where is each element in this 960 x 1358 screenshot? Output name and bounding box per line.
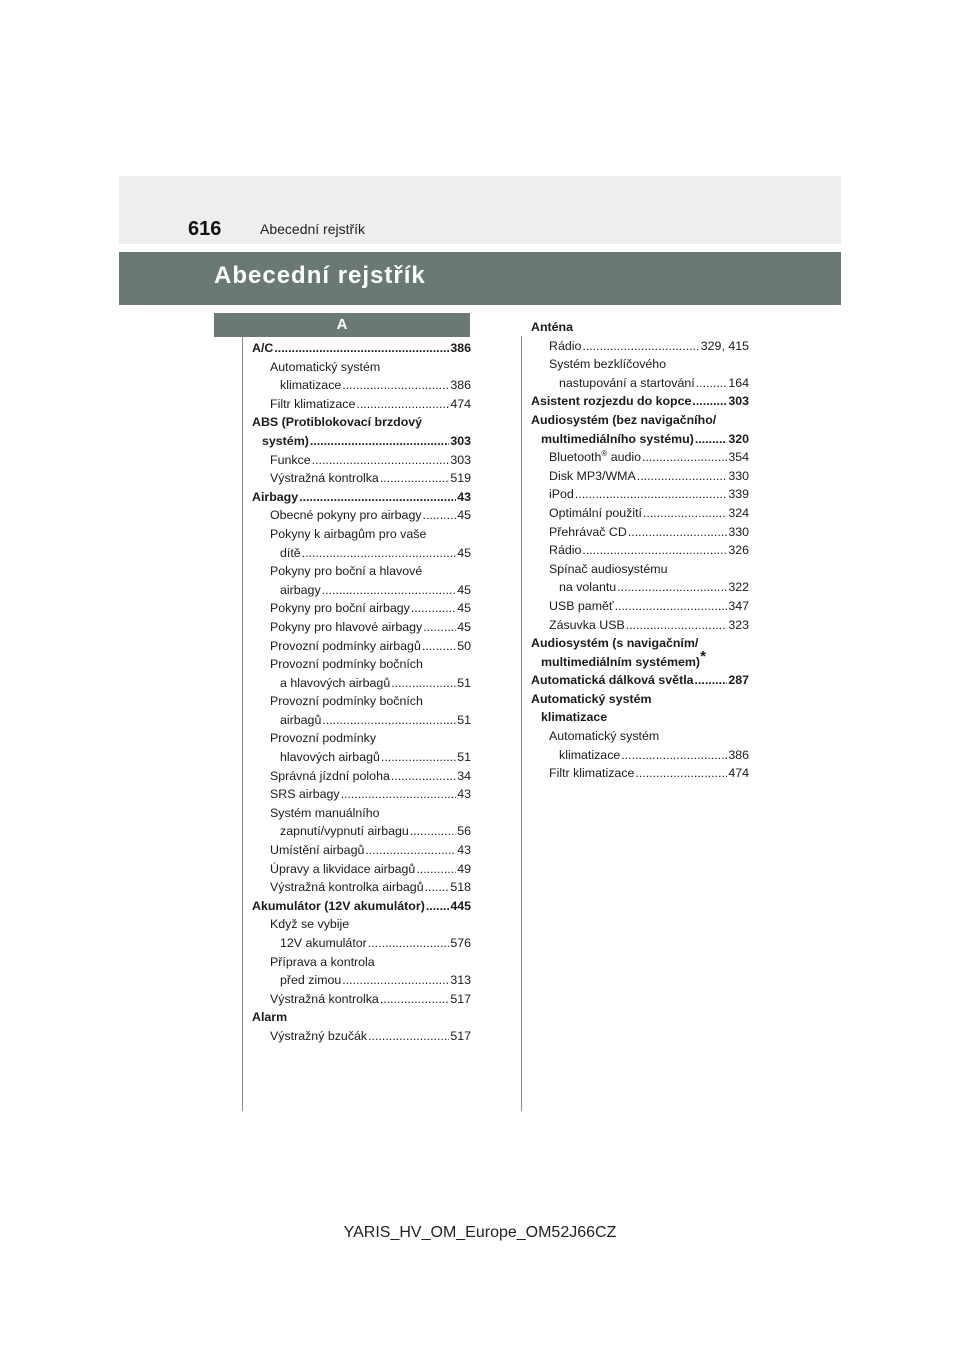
entry-term: A/C bbox=[252, 341, 274, 355]
entry-term: Úpravy a likvidace airbagů bbox=[270, 861, 416, 876]
dot-leader bbox=[274, 339, 449, 358]
page-ref: 322 bbox=[728, 580, 749, 595]
dot-leader bbox=[312, 451, 450, 470]
entry-term: Pokyny pro boční a hlavové bbox=[270, 564, 423, 579]
page-ref: 330 bbox=[728, 524, 749, 539]
index-column-right bbox=[531, 318, 749, 783]
dot-leader bbox=[381, 748, 456, 767]
dot-leader bbox=[615, 597, 728, 616]
dot-leader bbox=[368, 934, 450, 953]
dot-leader bbox=[391, 674, 456, 693]
entry-term: Výstražná kontrolka bbox=[270, 471, 379, 486]
index-entry bbox=[252, 339, 471, 358]
index-heading bbox=[252, 655, 471, 674]
index-heading bbox=[531, 727, 749, 746]
dot-leader bbox=[635, 764, 727, 783]
page-ref: 320 bbox=[728, 431, 749, 446]
index-entry bbox=[531, 337, 749, 356]
dot-leader bbox=[695, 430, 727, 449]
index-entry bbox=[531, 764, 749, 783]
entry-term: klimatizace bbox=[559, 747, 621, 762]
entry-term: Provozní podmínky bbox=[270, 731, 377, 746]
index-entry bbox=[531, 485, 749, 504]
page-ref: 386 bbox=[450, 341, 471, 355]
index-entry bbox=[531, 523, 749, 542]
page-ref: 518 bbox=[450, 880, 471, 895]
entry-term: Obecné pokyny pro airbagy bbox=[270, 508, 422, 523]
index-entry bbox=[531, 430, 749, 449]
page-ref: 517 bbox=[450, 1028, 471, 1043]
entry-term: SRS airbagy bbox=[270, 787, 340, 802]
index-heading bbox=[252, 953, 471, 972]
index-entry bbox=[252, 637, 471, 656]
entry-term: Rádio bbox=[549, 338, 582, 353]
entry-term: Spínač audiosystému bbox=[549, 561, 668, 576]
dot-leader bbox=[696, 374, 728, 393]
page-ref: 45 bbox=[457, 508, 471, 523]
dot-leader bbox=[423, 618, 456, 637]
entry-term: Když se vybije bbox=[270, 917, 350, 932]
index-entry bbox=[531, 616, 749, 635]
dot-leader bbox=[637, 467, 728, 486]
entry-term: Systém manuálního bbox=[270, 805, 380, 820]
entry-term: Optimální použití bbox=[549, 505, 642, 520]
page-ref: 576 bbox=[450, 936, 471, 950]
entry-term: systém) bbox=[262, 433, 309, 448]
entry-term: Filtr klimatizace bbox=[270, 396, 356, 411]
index-heading bbox=[531, 647, 749, 672]
index-entry bbox=[252, 376, 471, 395]
dot-leader bbox=[356, 395, 449, 414]
entry-term: Rádio bbox=[549, 543, 582, 558]
entry-term: klimatizace bbox=[541, 710, 608, 725]
dot-leader bbox=[426, 897, 449, 916]
entry-term: ABS (Protiblokovací brzdový bbox=[252, 415, 423, 430]
dot-leader bbox=[582, 541, 727, 560]
page-ref: 474 bbox=[728, 766, 749, 781]
dot-leader bbox=[423, 506, 457, 525]
column-divider-left bbox=[242, 336, 243, 1111]
index-entry bbox=[531, 671, 749, 690]
index-entry bbox=[252, 878, 471, 897]
page-ref: 445 bbox=[450, 898, 471, 913]
page-ref: 303 bbox=[728, 394, 749, 409]
entry-term: Filtr klimatizace bbox=[549, 766, 635, 781]
column-divider-right bbox=[521, 336, 522, 1111]
index-entry bbox=[252, 618, 471, 637]
entry-term: Přehrávač CD bbox=[549, 524, 627, 539]
index-entry bbox=[531, 597, 749, 616]
entry-term: Airbagy bbox=[252, 489, 299, 504]
entry-term: Disk MP3/WMA bbox=[549, 468, 636, 483]
dot-leader bbox=[425, 878, 450, 897]
index-entry bbox=[531, 374, 749, 393]
dot-leader bbox=[411, 599, 456, 618]
page-ref: 56 bbox=[457, 824, 471, 839]
dot-leader bbox=[575, 485, 728, 504]
index-entry bbox=[252, 767, 471, 786]
index-entry bbox=[531, 746, 749, 765]
index-entry bbox=[531, 504, 749, 523]
dot-leader bbox=[302, 544, 457, 563]
page-ref: 323 bbox=[728, 617, 749, 632]
dot-leader bbox=[322, 711, 456, 730]
letter-heading: A bbox=[214, 313, 470, 337]
index-heading bbox=[252, 915, 471, 934]
index-entry bbox=[252, 599, 471, 618]
entry-term: Pokyny pro boční airbagy bbox=[270, 601, 410, 616]
index-entry bbox=[252, 971, 471, 990]
page-ref: 347 bbox=[728, 598, 749, 613]
dot-leader bbox=[299, 488, 456, 507]
page-ref: 49 bbox=[457, 861, 471, 876]
index-entry bbox=[252, 674, 471, 693]
entry-term: Výstražná kontrolka bbox=[270, 991, 379, 1006]
index-heading bbox=[531, 708, 749, 727]
index-heading bbox=[252, 562, 471, 581]
entry-term: dítě bbox=[280, 545, 301, 560]
page-ref: 326 bbox=[728, 543, 749, 558]
page-ref: 51 bbox=[457, 750, 471, 765]
entry-term: USB paměť bbox=[549, 598, 614, 613]
index-entry bbox=[252, 822, 471, 841]
index-entry bbox=[252, 395, 471, 414]
dot-leader bbox=[365, 841, 456, 860]
index-entry bbox=[252, 451, 471, 470]
entry-term: Výstražná kontrolka airbagů bbox=[270, 880, 424, 895]
entry-term: Automatická dálková světla bbox=[531, 673, 694, 688]
dot-leader bbox=[342, 376, 449, 395]
entry-term: Systém bezklíčového bbox=[549, 357, 667, 372]
entry-term: Pokyny k airbagům pro vaše bbox=[270, 526, 427, 541]
index-heading bbox=[531, 355, 749, 374]
page-ref: 519 bbox=[450, 471, 471, 486]
entry-term: Provozní podmínky bočních bbox=[270, 694, 423, 709]
entry-term: Správná jízdní poloha bbox=[270, 768, 390, 783]
entry-term: Akumulátor (12V akumulátor) bbox=[252, 898, 425, 913]
entry-term: Audiosystém (bez navigačního/ bbox=[531, 412, 717, 427]
index-heading bbox=[531, 690, 749, 709]
dot-leader bbox=[391, 767, 456, 786]
entry-term: Provozní podmínky bočních bbox=[270, 657, 423, 672]
entry-term: Audiosystém (s navigačním/ bbox=[531, 636, 699, 651]
page-ref: 51 bbox=[457, 712, 471, 727]
entry-term: Provozní podmínky airbagů bbox=[270, 638, 421, 653]
entry-term: zapnutí/vypnutí airbagu bbox=[280, 824, 409, 839]
page-ref: 313 bbox=[450, 973, 471, 988]
dot-leader bbox=[416, 860, 456, 879]
entry-term: Zásuvka USB bbox=[549, 617, 625, 632]
dot-leader bbox=[368, 1027, 449, 1046]
index-heading bbox=[252, 1008, 471, 1027]
page-ref: 324 bbox=[728, 505, 749, 520]
index-entry bbox=[252, 544, 471, 563]
page-ref: 45 bbox=[457, 601, 471, 616]
dot-leader bbox=[582, 337, 699, 356]
dot-leader bbox=[322, 581, 457, 600]
entry-term: na volantu bbox=[559, 580, 617, 595]
page-ref: 303 bbox=[450, 452, 471, 467]
dot-leader bbox=[695, 671, 728, 690]
dot-leader bbox=[380, 990, 450, 1009]
page-ref: 34 bbox=[457, 768, 471, 783]
index-heading bbox=[252, 413, 471, 432]
index-entry bbox=[252, 841, 471, 860]
entry-term: airbagů bbox=[280, 712, 322, 727]
entry-term: Automatický systém bbox=[549, 729, 660, 744]
running-header: Abecední rejstřík bbox=[260, 221, 366, 237]
index-entry bbox=[252, 990, 471, 1009]
registered-mark: ® bbox=[601, 449, 608, 459]
entry-term: Asistent rozjezdu do kopce bbox=[531, 394, 692, 409]
entry-term: Anténa bbox=[531, 320, 573, 334]
index-entry bbox=[252, 860, 471, 879]
index-entry bbox=[252, 581, 471, 600]
entry-term: Alarm bbox=[252, 1010, 288, 1025]
page-ref: 330 bbox=[728, 468, 749, 483]
entry-term: Příprava a kontrola bbox=[270, 954, 375, 969]
entry-term: klimatizace bbox=[280, 378, 342, 393]
dot-leader bbox=[410, 822, 456, 841]
page-ref: 51 bbox=[457, 675, 471, 690]
index-heading bbox=[252, 525, 471, 544]
index-heading bbox=[531, 560, 749, 579]
entry-term: Výstražný bzučák bbox=[270, 1028, 368, 1043]
entry-term: Automatický systém bbox=[270, 359, 381, 374]
index-heading bbox=[252, 729, 471, 748]
index-entry bbox=[531, 392, 749, 411]
entry-term: Pokyny pro hlavové airbagy bbox=[270, 619, 423, 634]
index-heading bbox=[531, 634, 749, 653]
index-entry bbox=[252, 432, 471, 451]
index-entry bbox=[252, 748, 471, 767]
dot-leader bbox=[310, 432, 449, 451]
index-entry bbox=[252, 897, 471, 916]
dot-leader bbox=[380, 469, 450, 488]
dot-leader bbox=[621, 746, 727, 765]
index-entry bbox=[531, 467, 749, 486]
page-ref: 287 bbox=[728, 673, 749, 688]
page-ref: 517 bbox=[450, 991, 471, 1006]
index-entry bbox=[531, 448, 749, 467]
page-number: 616 bbox=[188, 218, 222, 240]
page-ref: 329, 415 bbox=[700, 338, 749, 353]
entry-term: multimediálním systémem)* bbox=[541, 647, 706, 669]
dot-leader bbox=[342, 971, 449, 990]
index-heading bbox=[531, 318, 749, 337]
dot-leader bbox=[643, 504, 727, 523]
index-entry bbox=[531, 578, 749, 597]
page-ref: 386 bbox=[450, 378, 471, 393]
page-ref: 339 bbox=[728, 487, 749, 502]
entry-term: iPod bbox=[549, 487, 574, 502]
dot-leader bbox=[628, 523, 728, 542]
document-code: YARIS_HV_OM_Europe_OM52J66CZ bbox=[343, 1224, 617, 1241]
entry-term: nastupování a startování bbox=[559, 375, 695, 390]
dot-leader bbox=[626, 616, 728, 635]
page-ref: 303 bbox=[450, 433, 471, 448]
page-ref: 43 bbox=[457, 843, 471, 858]
dot-leader bbox=[422, 637, 456, 656]
entry-term: 12V akumulátor bbox=[280, 936, 367, 950]
entry-term: multimediálního systému) bbox=[541, 431, 694, 446]
entry-term: Bluetooth® audio bbox=[549, 449, 642, 465]
dot-leader bbox=[341, 785, 457, 804]
entry-term: Umístění airbagů bbox=[270, 843, 365, 858]
index-heading bbox=[531, 411, 749, 430]
page-ref: 164 bbox=[728, 375, 749, 390]
entry-term: před zimou bbox=[280, 973, 342, 988]
index-entry bbox=[252, 711, 471, 730]
page-ref: 45 bbox=[457, 545, 471, 560]
entry-term: hlavových airbagů bbox=[280, 750, 380, 765]
page-ref: 354 bbox=[728, 450, 749, 465]
entry-term: Funkce bbox=[270, 452, 311, 467]
index-entry bbox=[252, 785, 471, 804]
entry-term: Automatický systém bbox=[531, 691, 652, 706]
page-ref: 474 bbox=[450, 396, 471, 411]
page-ref: 50 bbox=[457, 638, 471, 653]
entry-term: a hlavových airbagů bbox=[280, 675, 391, 690]
index-heading bbox=[252, 358, 471, 377]
page-title: Abecední rejstřík bbox=[214, 262, 426, 289]
index-entry bbox=[252, 488, 471, 507]
asterisk-mark: * bbox=[700, 647, 706, 665]
index-heading bbox=[252, 692, 471, 711]
page-ref: 43 bbox=[457, 787, 471, 802]
header-band bbox=[119, 176, 841, 244]
page-ref: 45 bbox=[457, 582, 471, 597]
page-ref: 43 bbox=[457, 489, 471, 504]
index-entry bbox=[252, 934, 471, 953]
dot-leader bbox=[642, 448, 727, 467]
index-heading bbox=[252, 804, 471, 823]
page-ref: 386 bbox=[728, 747, 749, 762]
dot-leader bbox=[692, 392, 727, 411]
dot-leader bbox=[617, 578, 727, 597]
index-entry bbox=[531, 541, 749, 560]
index-entry bbox=[252, 1027, 471, 1046]
index-entry bbox=[252, 506, 471, 525]
index-column-left bbox=[252, 339, 471, 1046]
page-ref: 45 bbox=[457, 619, 471, 634]
entry-term: airbagy bbox=[280, 582, 321, 597]
index-entry bbox=[252, 469, 471, 488]
